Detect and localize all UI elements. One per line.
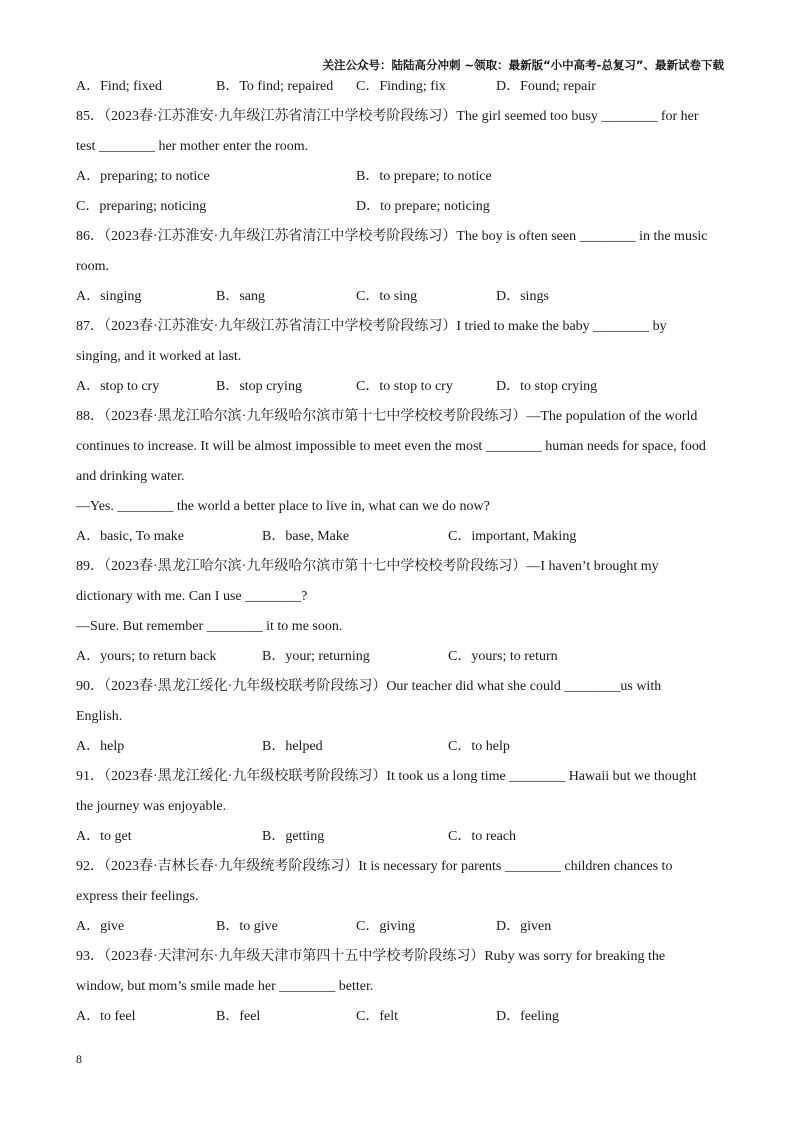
question-text-line: dictionary with me. Can I use ________? bbox=[76, 589, 308, 604]
answer-option: A．yours; to return back bbox=[76, 649, 217, 664]
question-text-line: 89．（2023春·黑龙江哈尔滨·九年级哈尔滨市第十七中学校校考阶段练习）—I haven’t brought my bbox=[76, 559, 659, 574]
answer-option: C．to stop to cry bbox=[356, 379, 453, 394]
question-text-line: 90．（2023春·黑龙江绥化·九年级校联考阶段练习）Our teacher did what she could ________us with bbox=[76, 679, 662, 694]
answer-option: C．yours; to return bbox=[448, 649, 558, 664]
page-number: 8 bbox=[76, 1052, 82, 1066]
answer-option: A．help bbox=[76, 739, 125, 754]
question-text-line: singing, and it worked at last. bbox=[76, 349, 242, 364]
answer-options-row bbox=[76, 1002, 726, 1032]
question-text-line: and drinking water. bbox=[76, 469, 185, 484]
answer-option: D．given bbox=[496, 919, 552, 934]
question-text-line: 87．（2023春·江苏淮安·九年级江苏省清江中学校考阶段练习）I tried to make the baby ________ by bbox=[76, 319, 667, 334]
answer-option: D．feeling bbox=[496, 1009, 559, 1024]
answer-option: B．To find; repaired bbox=[216, 79, 334, 94]
answer-options-row bbox=[76, 522, 726, 552]
answer-option: A．preparing; to notice bbox=[76, 169, 210, 184]
question-text-line: English. bbox=[76, 709, 123, 724]
answer-option: A．Find; fixed bbox=[76, 79, 162, 94]
question-text-line: room. bbox=[76, 259, 110, 274]
question-text-line: window, but mom’s smile made her ________ better. bbox=[76, 979, 374, 994]
question-text-line: —Yes. ________ the world a better place to live in, what can we do now? bbox=[76, 499, 490, 514]
question-text-line: 85．（2023春·江苏淮安·九年级江苏省清江中学校考阶段练习）The girl seemed too busy ________ for her bbox=[76, 109, 699, 124]
question-text-line: 91．（2023春·黑龙江绥化·九年级校联考阶段练习）It took us a long time ________ Hawaii but we thought bbox=[76, 769, 697, 784]
answer-options-row bbox=[76, 192, 726, 222]
answer-option: B．helped bbox=[262, 739, 323, 754]
answer-option: B．to prepare; to notice bbox=[356, 169, 492, 184]
answer-option: C．to sing bbox=[356, 289, 418, 304]
answer-option: C．important, Making bbox=[448, 529, 577, 544]
question-text-line: express their feelings. bbox=[76, 889, 199, 904]
answer-option: C．Finding; fix bbox=[356, 79, 446, 94]
answer-option: C．to help bbox=[448, 739, 510, 754]
question-text-line: the journey was enjoyable. bbox=[76, 799, 227, 814]
question-content bbox=[76, 72, 726, 1032]
answer-option: D．sings bbox=[496, 289, 549, 304]
answer-options-row bbox=[76, 72, 726, 102]
answer-option: A．stop to cry bbox=[76, 379, 160, 394]
answer-option: B．to give bbox=[216, 919, 278, 934]
answer-option: D．to stop crying bbox=[496, 379, 598, 394]
answer-option: B．base, Make bbox=[262, 529, 350, 544]
question-text-line: test ________ her mother enter the room. bbox=[76, 139, 309, 154]
question-text-line: 93．（2023春·天津河东·九年级天津市第四十五中学校考阶段练习）Ruby was sorry for breaking the bbox=[76, 949, 666, 964]
answer-options-row bbox=[76, 822, 726, 852]
answer-option: B．sang bbox=[216, 289, 265, 304]
answer-option: A．to get bbox=[76, 829, 132, 844]
answer-option: C．to reach bbox=[448, 829, 517, 844]
question-text-line: continues to increase. It will be almost impossible to meet even the most ________ human needs for space, food bbox=[76, 439, 706, 454]
question-text-line: 92．（2023春·吉林长春·九年级统考阶段练习）It is necessary for parents ________ children chances to bbox=[76, 859, 673, 874]
answer-options-row bbox=[76, 912, 726, 942]
answer-option: D．Found; repair bbox=[496, 79, 596, 94]
answer-option: C．felt bbox=[356, 1009, 398, 1024]
answer-option: B．getting bbox=[262, 829, 325, 844]
question-text-line: 88．（2023春·黑龙江哈尔滨·九年级哈尔滨市第十七中学校校考阶段练习）—The population of the world bbox=[76, 409, 698, 424]
answer-option: D．to prepare; noticing bbox=[356, 199, 490, 214]
answer-option: C．preparing; noticing bbox=[76, 199, 207, 214]
answer-option: B．stop crying bbox=[216, 379, 302, 394]
answer-option: A．to feel bbox=[76, 1009, 136, 1024]
answer-options-row bbox=[76, 282, 726, 312]
answer-options-row bbox=[76, 642, 726, 672]
answer-option: A．singing bbox=[76, 289, 142, 304]
answer-option: A．basic, To make bbox=[76, 529, 185, 544]
page-header: 关注公众号：陆陆高分冲刺 ~领取：最新版“小中高考-总复习”、最新试卷下载 bbox=[322, 58, 724, 72]
question-text-line: —Sure. But remember ________ it to me soon. bbox=[76, 619, 343, 634]
answer-option: B．your; returning bbox=[262, 649, 370, 664]
answer-options-row bbox=[76, 372, 726, 402]
question-text-line: 86．（2023春·江苏淮安·九年级江苏省清江中学校考阶段练习）The boy is often seen ________ in the music bbox=[76, 229, 708, 244]
answer-option: B．feel bbox=[216, 1009, 261, 1024]
answer-options-row bbox=[76, 732, 726, 762]
answer-option: A．give bbox=[76, 919, 125, 934]
answer-option: C．giving bbox=[356, 919, 416, 934]
answer-options-row bbox=[76, 162, 726, 192]
